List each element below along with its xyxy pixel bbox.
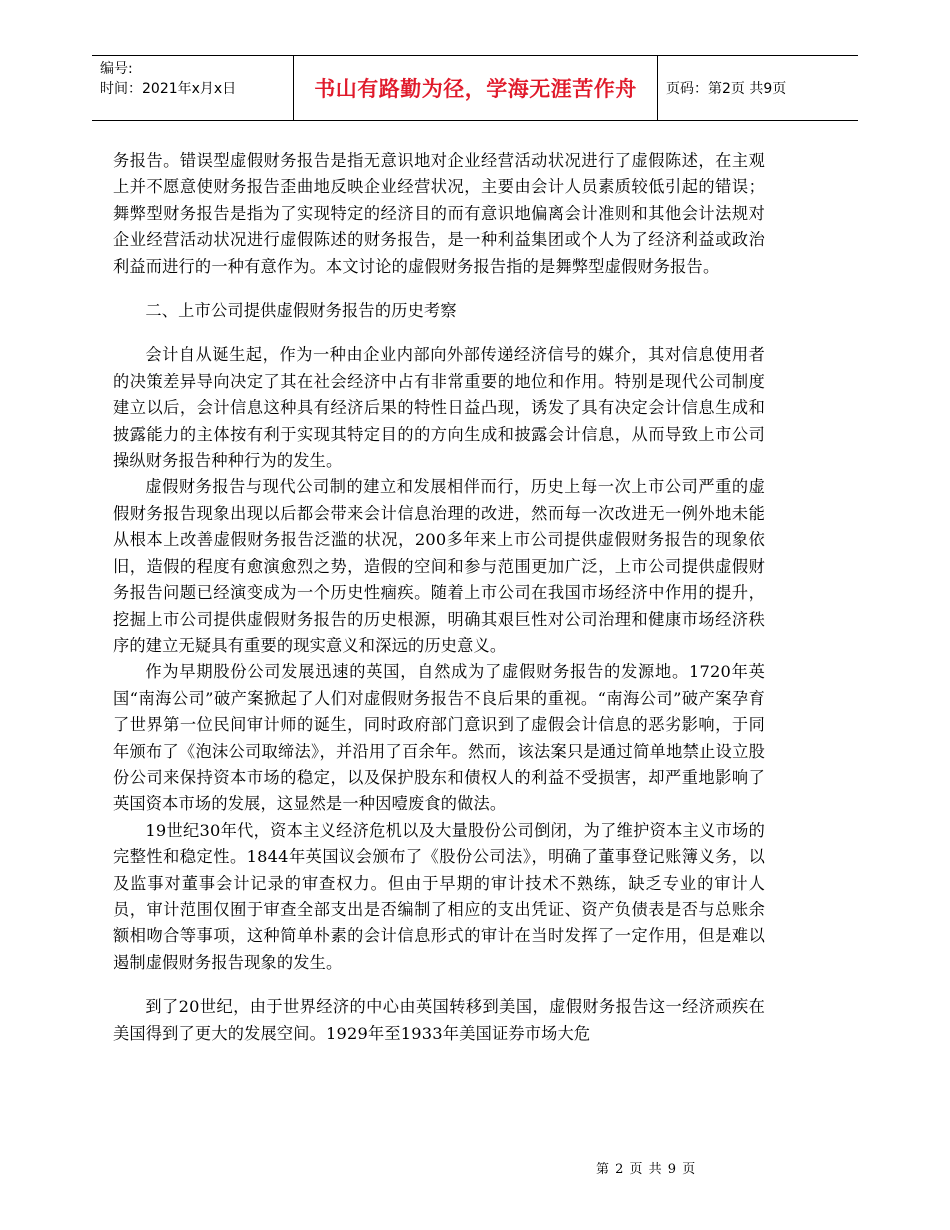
header-meta: [92, 56, 293, 120]
header-page-info: 页码：第2页 共9页: [666, 81, 787, 97]
document-body: [113, 148, 765, 1047]
paragraph: 19世纪30年代，资本主义经济危机以及大量股份公司倒闭，为了维护资本主义市场的完整性和稳定性。1844年英国议会颁布了《股份公司法》，明确了董事登记账簿义务，以及监事对董事会计记录的审查权力。但由于早期的审计技术不熟练，缺乏专业的审计人员，审计范围仅囿于审查全部支出是否编制了相应的支出凭证、资产负债表是否与总账余额相吻合等事项，这种简单朴素的会计信息形式的审计在当时发挥了一定作用，但是难以遏制虚假财务报告现象的发生。: [113, 820, 765, 972]
page-footer: 第 2 页 共 9 页: [596, 1162, 697, 1177]
paragraph-continuation: 务报告。错误型虚假财务报告是指无意识地对企业经营活动状况进行了虚假陈述，在主观上并不愿意使财务报告歪曲地反映企业经营状况，主要由会计人员素质较低引起的错误；舞弊型财务报告是指为了实现特定的经济目的而有意识地偏离会计准则和其他会计法规对企业经营活动状况进行虚假陈述的财务报告，是一种利益集团或个人为了经济利益或政治利益而进行的一种有意作为。本文讨论的虚假财务报告指的是舞弊型虚假财务报告。: [113, 151, 765, 276]
paragraph: 作为早期股份公司发展迅速的英国，自然成为了虚假财务报告的发源地。1720年英国“南海公司”破产案掀起了人们对虚假财务报告不良后果的重视。“南海公司”破产案孕育了世界第一位民间审计师的诞生，同时政府部门意识到了虚假会计信息的恶劣影响，于同年颁布了《泡沫公司取缔法》，并沿用了百余年。然而，该法案只是通过简单地禁止设立股份公司来保持资本市场的稳定，以及保护股东和债权人的利益不受损害，却严重地影响了英国资本市场的发展，这显然是一种因噎废食的做法。: [113, 662, 765, 814]
paragraph: 虚假财务报告与现代公司制的建立和发展相伴而行，历史上每一次上市公司严重的虚假财务报告现象出现以后都会带来会计信息治理的改进，然而每一次改进无一例外地未能从根本上改善虚假财务报告泛滥的状况，200多年来上市公司提供虚假财务报告的现象依旧，造假的程度有愈演愈烈之势，造假的空间和参与范围更加广泛，上市公司提供虚假财务报告问题已经演变成为一个历史性痼疾。随着上市公司在我国市场经济中作用的提升，挖掘上市公司提供虚假财务报告的历史根源，明确其艰巨性对公司治理和健康市场经济秩序的建立无疑具有重要的现实意义和深远的历史意义。: [113, 477, 765, 655]
header-motto: 书山有路勤为径，学海无涯苦作舟: [293, 56, 658, 120]
page-header: [92, 55, 858, 121]
paragraph: 会计自从诞生起，作为一种由企业内部向外部传递经济信号的媒介，其对信息使用者的决策差异导向决定了其在社会经济中占有非常重要的地位和作用。特别是现代公司制度建立以后，会计信息这种具有经济后果的特性日益凸现，诱发了具有决定会计信息生成和披露能力的主体按有利于实现其特定目的的方向生成和披露会计信息，从而导致上市公司操纵财务报告种种行为的发生。: [113, 345, 765, 471]
document-number-label: 编号:: [100, 61, 133, 77]
section-heading: 二、上市公司提供虚假财务报告的历史考察: [145, 301, 457, 321]
document-time-label: 时间：2021年x月x日: [100, 81, 237, 97]
paragraph: 到了20世纪，由于世界经济的中心由英国转移到美国，虚假财务报告这一经济顽疾在美国得到了更大的发展空间。1929年至1933年美国证券市场大危: [113, 997, 765, 1043]
